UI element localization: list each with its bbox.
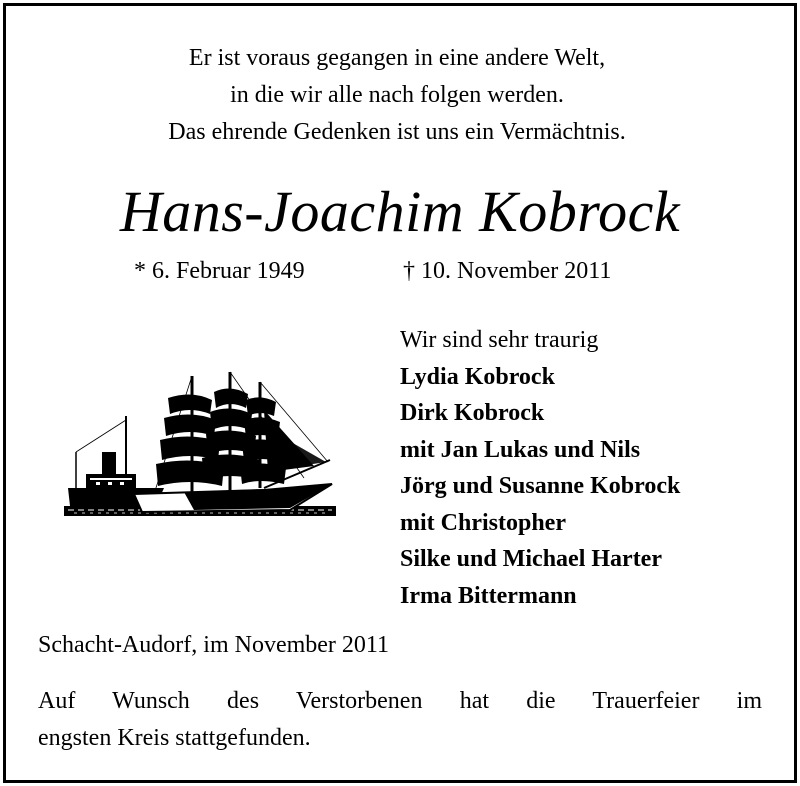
verse-line-1: Er ist voraus gegangen in eine andere Welt,: [188, 45, 606, 71]
birth-date: * 6. Februar 1949: [134, 258, 305, 284]
family-intro: Wir sind sehr traurig: [400, 327, 599, 353]
family-member: mit Jan Lukas und Nils: [400, 436, 641, 463]
family-member: mit Christopher: [400, 509, 566, 536]
memorial-verse: [0, 40, 794, 151]
family-member: Irma Bittermann: [400, 582, 577, 609]
funeral-note: [38, 683, 762, 757]
deceased-name: Hans-Joachim Kobrock: [119, 179, 681, 244]
verse-line-2: in die wir alle nach folgen werden.: [230, 82, 564, 108]
verse-line-3: Das ehrende Gedenken ist uns ein Vermächtnis.: [168, 119, 626, 145]
place-and-date: Schacht-Audorf, im November 2011: [38, 632, 390, 658]
family-signature: [400, 322, 680, 614]
family-member: Dirk Kobrock: [400, 400, 545, 426]
family-member: Silke und Michael Harter: [400, 546, 662, 572]
funeral-note-line-2: engsten Kreis stattgefunden.: [38, 725, 311, 751]
steamship-icon: [68, 416, 164, 506]
death-date: † 10. November 2011: [403, 258, 612, 284]
sailing-ship-and-steamship-icon: [64, 370, 336, 528]
family-member: Jörg und Susanne Kobrock: [400, 473, 681, 499]
funeral-note-line-1: Auf Wunsch des Verstorbenen hat die Trauerfeier im: [38, 688, 762, 714]
family-member: Lydia Kobrock: [400, 363, 555, 390]
sailing-ship-icon: [134, 372, 332, 512]
